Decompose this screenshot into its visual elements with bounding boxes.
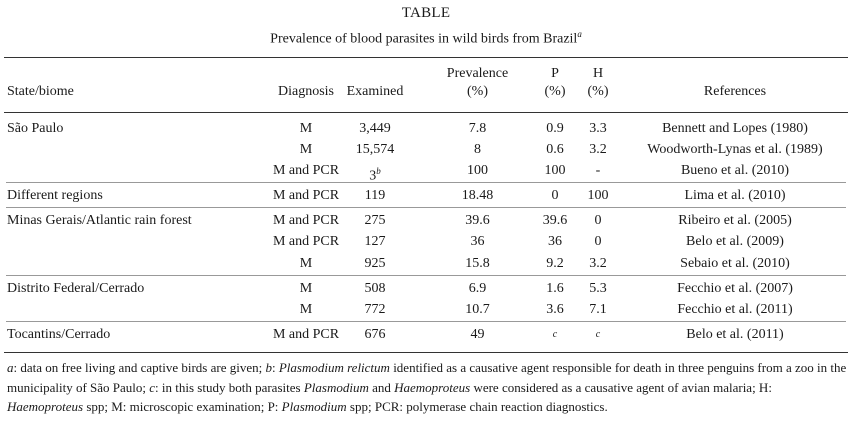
cell-h bbox=[580, 327, 616, 348]
cell-h: 3.2 bbox=[589, 142, 607, 157]
cell-h: 5.3 bbox=[589, 281, 607, 296]
header-examined: Examined bbox=[346, 84, 404, 99]
cell-examined: 15,574 bbox=[355, 142, 395, 157]
cell-h: 7.1 bbox=[589, 302, 607, 317]
group-rule bbox=[6, 207, 846, 208]
footnote-c-species1: Plasmodium bbox=[303, 379, 369, 395]
cell-examined: 3,449 bbox=[359, 121, 391, 136]
cell-diagnosis: M bbox=[299, 256, 313, 271]
cell-reference: Fecchio et al. (2011) bbox=[677, 302, 793, 317]
cell-reference: Woodworth-Lynas et al. (1989) bbox=[647, 142, 823, 157]
cell-prevalence: 6.9 bbox=[468, 281, 487, 296]
footnote-p-species: Plasmodium bbox=[281, 399, 347, 415]
bottom-rule bbox=[4, 352, 848, 353]
cell-prevalence: 100 bbox=[467, 163, 488, 178]
cell-p: 3.6 bbox=[546, 302, 564, 317]
group-rule bbox=[6, 182, 846, 183]
cell-p: 0.9 bbox=[546, 121, 564, 136]
table-footnote bbox=[7, 358, 847, 417]
cell-examined: 119 bbox=[364, 188, 386, 203]
table-title bbox=[0, 29, 852, 48]
group-rule bbox=[6, 321, 846, 322]
cell-reference: Lima et al. (2010) bbox=[684, 188, 786, 203]
header-p-line2: (%) bbox=[544, 84, 566, 99]
header-h-line1: H bbox=[592, 66, 604, 81]
footnote-h-species: Haemoproteus bbox=[7, 399, 84, 415]
header-diagnosis: Diagnosis bbox=[278, 84, 334, 99]
cell-state: Tocantins/Cerrado bbox=[7, 327, 111, 342]
footnote-p-text: spp; PCR: polymerase chain reaction diagnostics. bbox=[346, 399, 608, 415]
cell-p: 9.2 bbox=[546, 256, 564, 271]
cell-reference: Sebaio et al. (2010) bbox=[680, 256, 790, 271]
cell-reference: Belo et al. (2009) bbox=[686, 234, 784, 249]
footnote-c-text1: : in this study both parasites bbox=[155, 379, 304, 395]
cell-examined: 127 bbox=[364, 234, 386, 249]
footnote-c-label: c bbox=[149, 379, 156, 395]
top-rule bbox=[4, 57, 848, 58]
cell-p: 0 bbox=[551, 188, 559, 203]
cell-prevalence: 15.8 bbox=[465, 256, 490, 271]
cell-examined-footnote-marker: b bbox=[376, 166, 381, 176]
cell-p: 0.6 bbox=[546, 142, 564, 157]
cell-examined-value: 3 bbox=[369, 168, 377, 184]
cell-state: Different regions bbox=[7, 188, 103, 203]
cell-diagnosis: M bbox=[299, 121, 313, 136]
cell-state: Distrito Federal/Cerrado bbox=[7, 281, 145, 296]
cell-h: - bbox=[595, 163, 601, 178]
cell-diagnosis: M and PCR bbox=[272, 213, 340, 228]
cell-h: 3.3 bbox=[589, 121, 607, 136]
table-label: TABLE bbox=[401, 5, 451, 21]
cell-reference: Bueno et al. (2010) bbox=[680, 163, 790, 178]
header-prevalence-line2: (%) bbox=[467, 84, 488, 99]
cell-p: 1.6 bbox=[546, 281, 564, 296]
cell-examined: 275 bbox=[364, 213, 386, 228]
header-p-line1: P bbox=[551, 66, 559, 81]
cell-p: 39.6 bbox=[542, 213, 568, 228]
cell-reference: Belo et al. (2011) bbox=[686, 327, 784, 342]
group-rule bbox=[6, 275, 846, 276]
cell-reference: Bennett and Lopes (1980) bbox=[662, 121, 808, 136]
cell-h: 0 bbox=[594, 213, 602, 228]
cell-diagnosis: M bbox=[299, 281, 313, 296]
footnote-h-text: spp; M: microscopic examination; P: bbox=[83, 399, 282, 415]
cell-prevalence: 36 bbox=[470, 234, 485, 249]
footnote-b-label: b bbox=[265, 360, 272, 375]
cell-reference: Ribeiro et al. (2005) bbox=[678, 213, 792, 228]
cell-prevalence: 18.48 bbox=[461, 188, 494, 203]
header-references: References bbox=[703, 84, 767, 99]
cell-diagnosis: M and PCR bbox=[272, 327, 340, 342]
cell-prevalence: 10.7 bbox=[465, 302, 490, 317]
footnote-b-sep: : bbox=[271, 360, 279, 375]
cell-examined: 772 bbox=[364, 302, 386, 317]
cell-examined: 925 bbox=[364, 256, 386, 271]
footnote-b-text: identified as a causative agent responsible for death in three penguins from a zoo in the municipality of São Paulo; bbox=[7, 360, 847, 395]
cell-h: 0 bbox=[594, 234, 602, 249]
cell-state: Minas Gerais/Atlantic rain forest bbox=[7, 213, 192, 228]
cell-diagnosis: M bbox=[299, 142, 313, 157]
cell-prevalence: 8 bbox=[474, 142, 481, 157]
cell-h: 100 bbox=[587, 188, 609, 203]
cell-diagnosis: M and PCR bbox=[272, 234, 340, 249]
cell-prevalence: 7.8 bbox=[468, 121, 487, 136]
footnote-c-and: and bbox=[368, 379, 395, 395]
header-h-line2: (%) bbox=[587, 84, 609, 99]
table-title-text: Prevalence of blood parasites in wild birds from Brazil bbox=[270, 31, 578, 47]
cell-p bbox=[535, 327, 575, 348]
cell-examined: 676 bbox=[364, 327, 386, 342]
cell-prevalence: 49 bbox=[470, 327, 485, 342]
cell-state: São Paulo bbox=[7, 121, 64, 136]
cell-diagnosis: M and PCR bbox=[272, 188, 340, 203]
footnote-c-species2: Haemoproteus bbox=[394, 379, 471, 395]
cell-diagnosis: M bbox=[299, 302, 313, 317]
footnote-b-species: Plasmodium relictum bbox=[278, 360, 390, 375]
header-rule bbox=[4, 112, 848, 113]
footnote-a-label: a bbox=[7, 360, 14, 375]
cell-prevalence: 39.6 bbox=[465, 213, 490, 228]
cell-examined: 508 bbox=[364, 281, 386, 296]
cell-h: 3.2 bbox=[589, 256, 607, 271]
cell-p: 36 bbox=[548, 234, 562, 249]
cell-p: 100 bbox=[544, 163, 566, 178]
footnote-c-text2: were considered as a causative agent of avian malaria; H: bbox=[470, 379, 772, 395]
header-prevalence-line1: Prevalence bbox=[446, 66, 509, 81]
header-state: State/biome bbox=[7, 84, 74, 99]
table-title-footnote-marker: a bbox=[577, 29, 582, 39]
footnote-a-text: : data on free living and captive birds are given; bbox=[13, 360, 266, 375]
cell-p-footnote-marker: c bbox=[552, 329, 558, 340]
cell-reference: Fecchio et al. (2007) bbox=[677, 281, 793, 296]
cell-h-footnote-marker: c bbox=[595, 329, 601, 340]
cell-diagnosis: M and PCR bbox=[272, 163, 340, 178]
